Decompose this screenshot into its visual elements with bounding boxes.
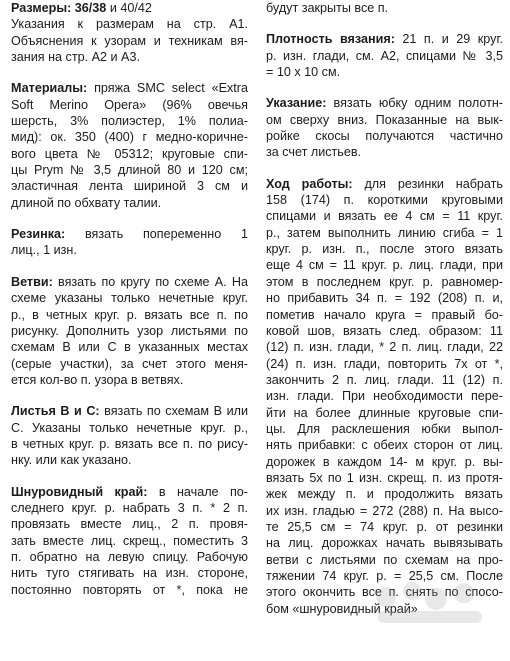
text-segment: 21 п. и 29 круг. [394,32,503,47]
text-segment: лиц., 1 изн. [11,243,77,258]
text-line [11,97,248,113]
text-segment: для резинки набрать [352,176,503,191]
text-segment: спицами и вязать ее 4 см = 11 круг. [266,209,503,224]
text-segment: на лиц. дорожках начать вывязывать [266,536,503,551]
text-segment: будут закрыты все п. [266,1,389,15]
paragraph [11,0,248,65]
text-segment: ковой шов, вязать след. образом: 11 [266,323,503,338]
text-line [266,601,503,617]
text-line [266,95,503,111]
text-line [11,49,248,65]
text-segment: ройке скосы получаются частично [266,129,503,144]
section-heading: Шнуровидный край: [11,484,148,499]
text-segment: вязать по схемам В или [99,404,248,419]
text-segment: ом сверху вниз. Показанные на вык- [266,112,503,127]
text-line [11,195,248,211]
text-line [266,568,503,584]
paragraph [11,226,248,259]
text-line [11,516,248,532]
text-segment: этом в последнем круг. р. равномер- [266,274,503,289]
text-segment: р. изн. глади, см. А2, спицами № 3,5 [266,48,503,63]
text-line [266,257,503,273]
text-line [11,356,248,372]
text-segment: тяжении 74 круг. р. = 25,5 см. После [266,569,503,583]
text-segment: шерсть, 3% полиэстер, 1% полиа- [11,114,248,129]
text-line [266,405,503,421]
text-line [266,241,503,257]
text-segment: и 40/42 [106,1,152,15]
text-segment: Объяснения к узорам и техникам вя- [11,33,248,48]
text-line [11,339,248,355]
text-segment: нять прибавки: с обеих сторон от лиц. [266,438,503,453]
text-segment: следнего круг. р. набрать 3 п. * 2 п. [11,500,248,515]
text-segment: в начале по- [147,484,248,499]
text-line [11,146,248,162]
paragraph [266,31,503,80]
text-segment: нку. или как указано. [11,453,132,468]
text-segment: зания на стр. А2 и А3. [11,50,140,65]
text-line [11,500,248,516]
text-line [266,208,503,224]
text-segment: нить туго стягивать на изн. стороне, [11,566,248,581]
paragraph [11,80,248,211]
text-line [11,484,248,500]
text-segment: вязать попеременно 1 [65,227,248,242]
paragraph-gap [11,65,248,80]
text-segment: схеме указаны только нечетные круг. [11,291,248,306]
text-line [266,372,503,388]
text-line [11,372,248,388]
text-line [266,112,503,128]
section-heading: Плотность вязания: [266,32,395,47]
text-line [11,565,248,581]
text-line [266,339,503,355]
text-line [11,242,248,258]
text-segment: р., в четных круг. р. вязать все п. по [11,307,248,322]
text-segment: схемам В или С в указанных местах [11,340,248,355]
text-segment: вого цвета № 05312; круговые спи- [11,146,248,161]
text-line [11,33,248,49]
paragraph-gap [266,161,503,176]
paragraph-gap [266,80,503,95]
text-segment: р., затем выполнить линию сгиба = 1 [266,225,503,240]
paragraph [11,274,248,388]
text-segment: (серые участки), за счет этого меня- [11,356,248,371]
text-line [266,290,503,306]
text-line [266,31,503,47]
text-line [266,356,503,372]
text-segment: постоянно повторять от *, пока не [11,582,248,597]
text-segment: вязать юбку одним полотн- [326,96,503,111]
text-segment: вязать 5х по 1 изн. скрещ. п. из протя- [266,470,503,485]
section-heading: Материалы: [11,81,88,96]
text-segment: = 10 х 10 см. [266,65,341,80]
text-line [11,162,248,178]
text-segment: (12) п. изн. глади, * 2 п. лиц. глади, 22 [266,340,503,355]
text-line [11,274,248,290]
text-segment: (24) п. изн. глади, повторить 7х от *, [266,356,503,371]
section-heading: Листья В и С: [11,404,100,419]
text-segment: за счет листьев. [266,145,362,160]
text-line [266,225,503,241]
text-segment: мид): ок. 350 (400) г медно-коричне- [11,130,248,145]
paragraph-gap [11,469,248,484]
text-line [11,290,248,306]
paragraph [11,403,248,468]
text-segment: провязать вместе лиц., 2 п. провя- [11,517,248,532]
text-segment: йти на более длинные круговые спи- [266,405,503,420]
text-line [266,470,503,486]
section-heading: Ветви: [11,274,53,289]
text-line [11,129,248,145]
paragraph-gap [11,388,248,403]
text-segment: пряжа SMC select «Extra [87,81,248,96]
text-segment: закончить 2 п. лиц. глади. 11 (12) п. [266,372,503,387]
text-segment: Soft Merino Opera» (96% овечья [11,97,248,112]
text-line [266,437,503,453]
text-line [266,519,503,535]
text-line [11,0,248,16]
text-segment: рисунку. Дополнить узор листьями по [11,323,248,338]
section-heading: Ход работы: [266,176,353,191]
text-segment: вязать по кругу по схеме А. На [52,274,248,289]
text-line [266,0,503,16]
text-segment: длиной по обхвату талии. [11,195,162,210]
text-line [11,452,248,468]
paragraph [266,0,503,16]
text-line [266,503,503,519]
text-line [266,421,503,437]
text-segment: цы. Для расклешения юбки выпол- [266,421,503,436]
text-line [11,178,248,194]
text-line [11,533,248,549]
text-line [11,403,248,419]
text-line [11,323,248,339]
text-segment: те 25,5 см = 74 круг. р. от резинки [266,519,503,534]
paragraph-gap [266,16,503,31]
text-segment: ется кол-во п. узора в ветвях. [11,372,184,387]
section-heading: Указание: [266,96,327,111]
text-segment: 158 (174) п. короткими круговыми [266,193,503,208]
section-heading: Размеры: 36/38 [11,1,107,15]
paragraph [266,95,503,160]
text-segment: зать вместе лиц. скрещ., поместить 3 [11,533,248,548]
text-segment: но прибавить 34 п. = 192 (208) п. и, [266,291,503,306]
text-segment: цы Prym № 3,5 длиной 80 и 120 см; [11,163,248,178]
text-line [266,584,503,600]
text-line [11,436,248,452]
text-line [266,144,503,160]
text-line [266,176,503,192]
left-column [11,0,248,598]
text-line [11,582,248,598]
text-segment: Указания к размерам на стр. А1. [11,17,248,32]
paragraph-gap [11,211,248,226]
text-line [11,420,248,436]
text-segment: в четных круг. р. вязать все п. по рису- [11,436,248,451]
text-line [266,307,503,323]
text-line [266,192,503,208]
text-segment: их изн. гладью = 272 (288) п. На высо- [266,503,503,518]
text-line [266,128,503,144]
text-line [266,486,503,502]
text-line [266,323,503,339]
text-line [11,226,248,242]
text-line [11,549,248,565]
text-line [266,454,503,470]
text-line [266,552,503,568]
section-heading: Резинка: [11,227,66,242]
text-line [266,535,503,551]
text-line [11,16,248,32]
text-line [266,388,503,404]
text-segment: этого окончить все п. снять по спосо- [266,585,503,600]
text-line [266,64,503,80]
text-segment: жек между п. и продолжить вязать [266,487,503,502]
text-segment: дорожек в каждом 14- м круг. р. вы- [266,454,503,469]
text-segment: ветви с листьями по схемам на про- [266,552,503,567]
text-segment: эластичная лента шириной 3 см и [11,179,248,194]
text-segment: еще 4 см = 11 круг. р. лиц. глади, при [266,258,503,273]
paragraph [11,484,248,598]
text-segment: С. Указаны только нечетные круг. р., [11,420,248,435]
text-segment: пометив начало круга = правый бо- [266,307,503,322]
text-segment: изн. глади. При необходимости пере- [266,389,503,404]
text-line [11,307,248,323]
text-segment: круг. р. изн. п., после этого вязать [266,242,503,257]
text-line [11,113,248,129]
right-column [266,0,503,617]
paragraph [266,176,503,617]
text-segment: п. обратно на левую спицу. Рабочую [11,549,248,564]
paragraph-gap [11,259,248,274]
text-line [266,274,503,290]
text-line [11,80,248,96]
text-line [266,48,503,64]
text-segment: бом «шнуровидный край» [266,601,418,616]
